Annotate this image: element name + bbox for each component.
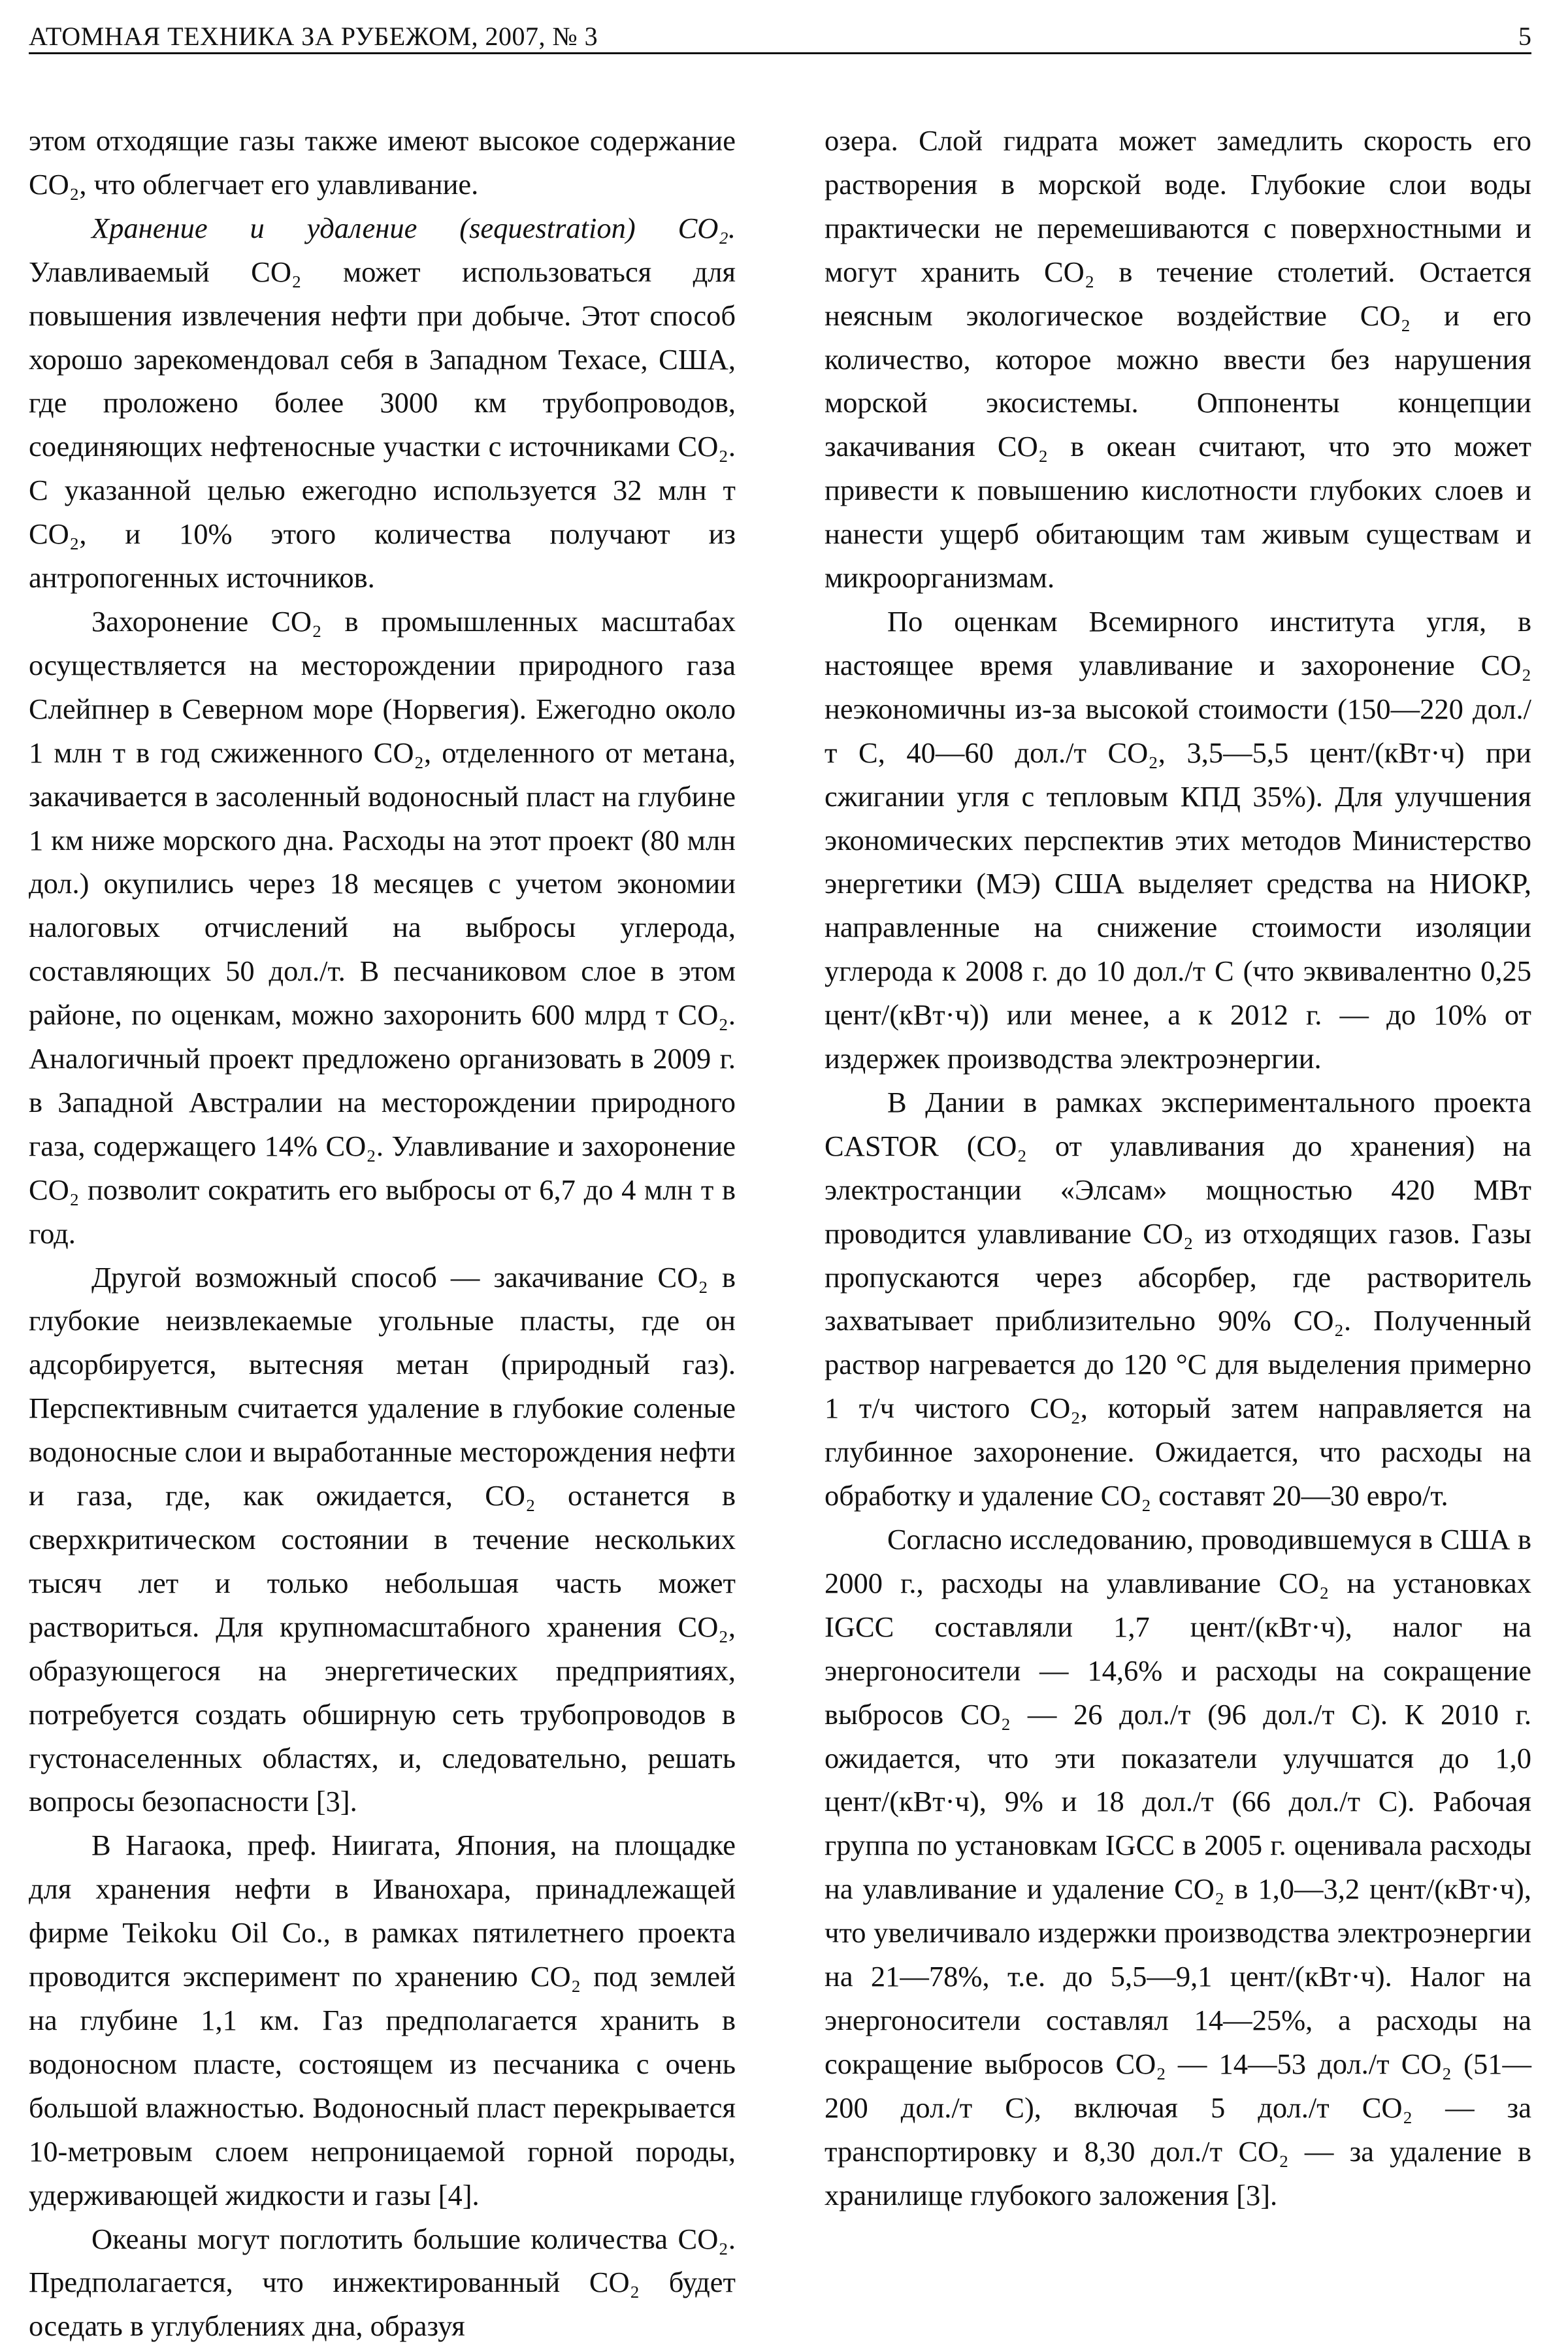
journal-title: АТОМНАЯ ТЕХНИКА ЗА РУБЕЖОМ, 2007, № 3 [29, 21, 598, 52]
paragraph: Другой возможный способ — закачивание CO₂ в глубокие неизвлекаемые угольные пласты, где он адсорбируется, вытесняя метан (природный газ). Перспективным считается удаление в глубокие соленые водоносные слои и выработанные месторождения нефти и газа, где, как ожидается, CO₂ останется в сверхкритическом состоянии в течение нескольких тысяч лет и только небольшая часть может раствориться. Для крупномасштабного хранения CO₂, образующегося на энергетических предприятиях, потребуется создать обширную сеть трубопроводов в густонаселенных областях, и, следовательно, решать вопросы безопасности [3]. [29, 1256, 736, 1824]
page-number: 5 [1518, 21, 1531, 52]
section-body: Улавливаемый CO₂ может использоваться для повышения извлечения нефти при добыче. Этот способ хорошо зарекомендовал себя в Западном Техасе, США, где проложено более 3000 км трубопроводов, соединяющих нефтеносные участки с источниками CO₂. С указанной целью ежегодно используется 32 млн т CO₂, и 10% этого количества получают из антропогенных источников. [29, 255, 736, 594]
right-column [825, 119, 1531, 2217]
paragraph: Захоронение CO₂ в промышленных масштабах осуществляется на месторождении природного газа Слейпнер в Северном море (Норвегия). Ежегодно около 1 млн т в год сжиженного CO₂, отделенного от метана, закачивается в засоленный водоносный пласт на глубине 1 км ниже морского дна. Расходы на этот проект (80 млн дол.) окупились через 18 месяцев с учетом экономии налоговых отчислений на выбросы углерода, составляющих 50 дол./т. В песчаниковом слое в этом районе, по оценкам, можно захоронить 600 млрд т CO₂. Аналогичный проект предложено организовать в 2009 г. в Западной Австралии на месторождении природного газа, содержащего 14% CO₂. Улавливание и захоронение CO₂ позволит сократить его выбросы от 6,7 до 4 млн т в год. [29, 600, 736, 1256]
section-title: Хранение и удаление (sequestration) CO₂. [91, 212, 736, 244]
section-paragraph [29, 206, 736, 600]
paragraph: В Нагаока, преф. Ниигата, Япония, на площадке для хранения нефти в Иванохара, принадлежащей фирме Teikoku Oil Co., в рамках пятилетнего проекта проводится эксперимент по хранению CO₂ под землей на глубине 1,1 км. Газ предполагается хранить в водоносном пласте, состоящем из песчаника с очень большой влажностью. Водоносный пласт перекрывается 10-метровым слоем непроницаемой горной породы, удерживающей жидкости и газы [4]. [29, 1823, 736, 2217]
paragraph: Океаны могут поглотить большие количества CO₂. Предполагается, что инжектированный CO₂ будет оседать в углублениях дна, образуя [29, 2217, 736, 2348]
paragraph: По оценкам Всемирного института угля, в настоящее время улавливание и захоронение CO₂ неэкономичны из-за высокой стоимости (150—220 дол./т C, 40—60 дол./т CO₂, 3,5—5,5 цент/(кВт·ч) при сжигании угля с тепловым КПД 35%). Для улучшения экономических перспектив этих методов Министерство энергетики (МЭ) США выделяет средства на НИОКР, направленные на снижение стоимости изоляции углерода к 2008 г. до 10 дол./т C (что эквивалентно 0,25 цент/(кВт·ч)) или менее, а к 2012 г. — до 10% от издержек производства электроэнергии. [825, 600, 1531, 1081]
paragraph: В Дании в рамках экспериментального проекта CASTOR (CO₂ от улавливания до хранения) на электростанции «Элсам» мощностью 420 МВт проводится улавливание CO₂ из отходящих газов. Газы пропускаются через абсорбер, где растворитель захватывает приблизительно 90% CO₂. Полученный раствор нагревается до 120 °C для выделения примерно 1 т/ч чистого CO₂, который затем направляется на глубинное захоронение. Ожидается, что расходы на обработку и удаление CO₂ составят 20—30 евро/т. [825, 1081, 1531, 1518]
left-column [29, 119, 736, 2348]
paragraph: этом отходящие газы также имеют высокое содержание CO₂, что облегчает его улавливание. [29, 119, 736, 206]
running-header [29, 12, 1531, 54]
paragraph: озера. Слой гидрата может замедлить скорость его растворения в морской воде. Глубокие слои воды практически не перемешиваются с поверхностными и могут хранить CO₂ в течение столетий. Остается неясным экологическое воздействие CO₂ и его количество, которое можно ввести без нарушения морской экосистемы. Оппоненты концепции закачивания CO₂ в океан считают, что это может привести к повышению кислотности глубоких слоев и нанести ущерб обитающим там живым существам и микроорганизмам. [825, 119, 1531, 600]
paragraph: Согласно исследованию, проводившемуся в США в 2000 г., расходы на улавливание CO₂ на установках IGCC составляли 1,7 цент/(кВт·ч), налог на энергоносители — 14,6% и расходы на сокращение выбросов CO₂ — 26 дол./т (96 дол./т C). К 2010 г. ожидается, что эти показатели улучшатся до 1,0 цент/(кВт·ч), 9% и 18 дол./т (66 дол./т C). Рабочая группа по установкам IGCC в 2005 г. оценивала расходы на улавливание и удаление CO₂ в 1,0—3,2 цент/(кВт·ч), что увеличивало издержки производства электроэнергии на 21—78%, т.е. до 5,5—9,1 цент/(кВт·ч). Налог на энергоносители составлял 14—25%, а расходы на сокращение выбросов CO₂ — 14—53 дол./т CO₂ (51—200 дол./т C), включая 5 дол./т CO₂ — за транспортировку и 8,30 дол./т CO₂ — за удаление в хранилище глубокого заложения [3]. [825, 1518, 1531, 2217]
